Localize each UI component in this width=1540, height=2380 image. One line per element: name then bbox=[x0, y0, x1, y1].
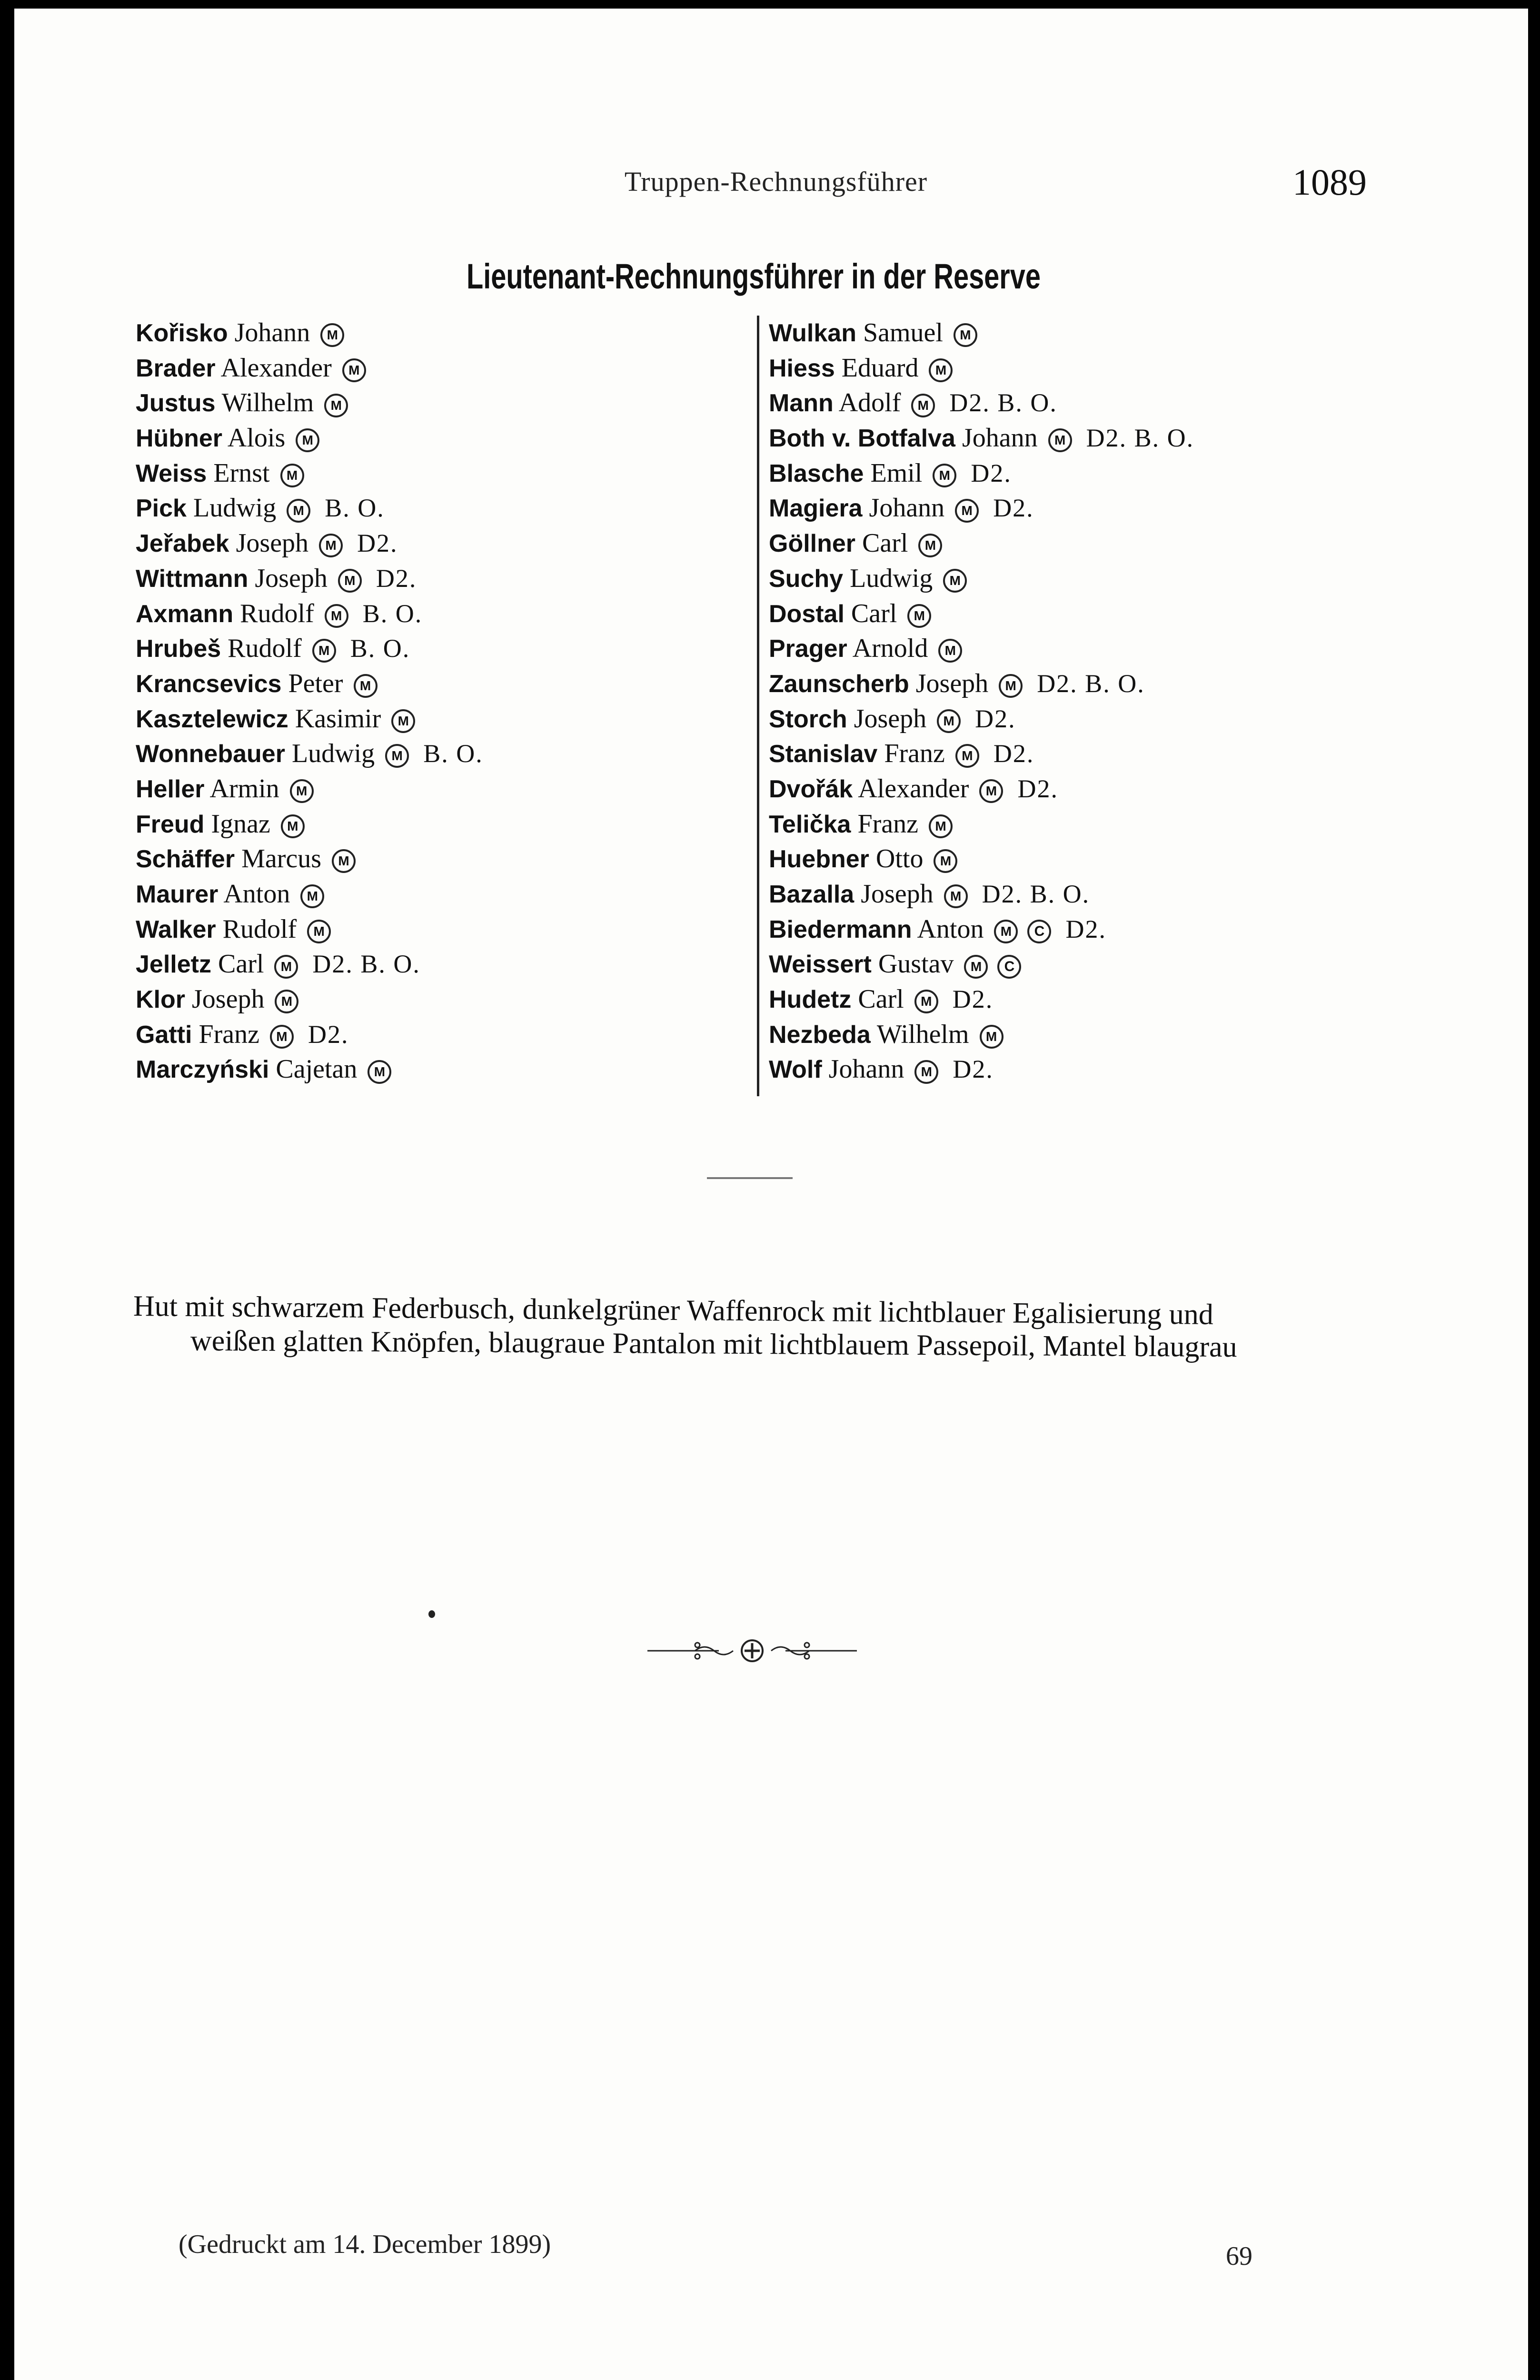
name-entry bbox=[769, 702, 1194, 737]
name-entry bbox=[136, 947, 483, 982]
circled-m-icon: M bbox=[281, 814, 305, 838]
entry-given-name: Franz bbox=[884, 739, 945, 769]
entry-surname: Hübner bbox=[136, 425, 222, 453]
entry-surname: Stanislav bbox=[769, 740, 878, 768]
name-entry bbox=[136, 982, 483, 1017]
entry-given-name: Carl bbox=[858, 984, 904, 1014]
entry-surname: Heller bbox=[136, 775, 205, 803]
name-entry bbox=[769, 421, 1194, 456]
name-entry bbox=[769, 1017, 1194, 1052]
name-entry bbox=[769, 596, 1194, 632]
entry-annotation: D2. B. O. bbox=[949, 388, 1057, 417]
entry-annotation: B. O. bbox=[350, 634, 410, 663]
name-entry bbox=[136, 842, 483, 877]
entry-given-name: Samuel bbox=[863, 318, 943, 347]
entry-surname: Suchy bbox=[769, 565, 844, 593]
name-entry bbox=[136, 316, 483, 351]
uniform-line-1: Hut mit schwarzem Federbusch, dunkelgrüner Waffenrock mit lichtblauer Egalisierung und bbox=[133, 1290, 1214, 1331]
circled-m-icon: M bbox=[319, 534, 343, 557]
name-entry bbox=[136, 561, 483, 596]
circled-m-icon: M bbox=[391, 709, 415, 733]
circled-m-icon: M bbox=[1048, 428, 1072, 452]
name-entry bbox=[136, 351, 483, 386]
entry-given-name: Ludwig bbox=[193, 493, 277, 523]
circled-m-icon: M bbox=[325, 604, 348, 628]
name-entry bbox=[136, 631, 483, 666]
entry-annotation: D2. B. O. bbox=[1086, 424, 1194, 453]
circled-m-icon: M bbox=[914, 1060, 938, 1084]
name-entry bbox=[136, 702, 483, 737]
entry-given-name: Ignaz bbox=[211, 809, 270, 839]
entry-surname: Prager bbox=[769, 635, 847, 663]
circled-m-icon: M bbox=[934, 849, 957, 873]
entry-annotation: D2. bbox=[953, 1055, 994, 1084]
entry-surname: Hudetz bbox=[769, 986, 852, 1014]
entry-surname: Jeřabek bbox=[136, 530, 229, 558]
name-entry bbox=[769, 386, 1194, 421]
entry-surname: Krancsevics bbox=[136, 670, 282, 698]
circled-m-icon: M bbox=[320, 323, 344, 347]
name-entry bbox=[769, 842, 1194, 877]
circled-c-icon: C bbox=[1027, 920, 1051, 943]
circled-m-icon: M bbox=[937, 709, 961, 733]
entry-given-name: Johann bbox=[234, 318, 310, 347]
ink-speck bbox=[428, 1610, 435, 1618]
name-entry bbox=[136, 526, 483, 561]
running-head: Truppen-Rechnungsführer bbox=[624, 166, 928, 197]
entry-given-name: Carl bbox=[218, 949, 264, 979]
entry-annotation: B. O. bbox=[362, 599, 423, 628]
entry-surname: Justus bbox=[136, 389, 216, 417]
entry-surname: Gatti bbox=[136, 1021, 192, 1049]
entry-given-name: Joseph bbox=[236, 528, 309, 558]
name-entry bbox=[136, 386, 483, 421]
name-entry bbox=[136, 596, 483, 632]
entry-given-name: Gustav bbox=[878, 949, 954, 979]
entry-surname: Wonnebauer bbox=[136, 740, 285, 768]
left-name-column bbox=[136, 316, 483, 1087]
entry-surname: Bazalla bbox=[769, 881, 854, 908]
entry-surname: Storch bbox=[769, 705, 847, 733]
entry-surname: Hiess bbox=[769, 354, 835, 382]
entry-surname: Schäffer bbox=[136, 845, 235, 873]
circled-c-icon: C bbox=[997, 955, 1021, 979]
circled-m-icon: M bbox=[342, 358, 366, 382]
circled-m-icon: M bbox=[999, 674, 1023, 698]
name-entry bbox=[769, 982, 1194, 1017]
right-name-column bbox=[757, 316, 1194, 1096]
circled-m-icon: M bbox=[911, 394, 935, 417]
entry-given-name: Johann bbox=[869, 493, 945, 523]
entry-surname: Pick bbox=[136, 495, 187, 523]
name-entry bbox=[769, 877, 1194, 912]
name-entry bbox=[136, 666, 483, 702]
name-entry bbox=[769, 561, 1194, 596]
circled-m-icon: M bbox=[929, 358, 953, 382]
circled-m-icon: M bbox=[287, 499, 310, 523]
name-entry bbox=[136, 807, 483, 842]
entry-surname: Kořisko bbox=[136, 319, 228, 347]
entry-surname: Kasztelewicz bbox=[136, 705, 288, 733]
entry-surname: Dostal bbox=[769, 600, 845, 628]
entry-given-name: Joseph bbox=[192, 984, 265, 1014]
circled-m-icon: M bbox=[307, 920, 331, 943]
entry-annotation: D2. B. O. bbox=[312, 950, 420, 979]
entry-given-name: Franz bbox=[857, 809, 918, 839]
circled-m-icon: M bbox=[274, 955, 298, 979]
entry-given-name: Emil bbox=[870, 458, 923, 488]
name-entry bbox=[769, 666, 1194, 702]
entry-surname: Zaunscherb bbox=[769, 670, 909, 698]
entry-surname: Biedermann bbox=[769, 915, 912, 943]
entry-given-name: Alois bbox=[227, 423, 286, 453]
entry-given-name: Joseph bbox=[915, 668, 989, 698]
name-entry bbox=[769, 947, 1194, 982]
entry-surname: Magiera bbox=[769, 495, 863, 523]
entry-surname: Mann bbox=[769, 389, 834, 417]
circled-m-icon: M bbox=[354, 674, 378, 698]
ornament-divider-icon bbox=[647, 1636, 857, 1665]
entry-surname: Wolf bbox=[769, 1056, 822, 1084]
entry-surname: Jelletz bbox=[136, 951, 211, 979]
name-entry bbox=[136, 736, 483, 772]
entry-annotation: D2. bbox=[952, 985, 994, 1014]
circled-m-icon: M bbox=[980, 1025, 1003, 1049]
entry-surname: Weissert bbox=[769, 951, 872, 979]
circled-m-icon: M bbox=[954, 323, 977, 347]
entry-surname: Freud bbox=[136, 810, 205, 838]
entry-given-name: Rudolf bbox=[228, 634, 302, 664]
circled-m-icon: M bbox=[907, 604, 931, 628]
entry-given-name: Anton bbox=[917, 914, 984, 944]
circled-m-icon: M bbox=[979, 779, 1003, 803]
entry-given-name: Eduard bbox=[841, 353, 919, 383]
entry-given-name: Marcus bbox=[241, 844, 322, 874]
circled-m-icon: M bbox=[929, 814, 953, 838]
page-number: 1089 bbox=[1292, 161, 1367, 203]
circled-m-icon: M bbox=[955, 499, 979, 523]
name-entry bbox=[136, 877, 483, 912]
circled-m-icon: M bbox=[275, 990, 298, 1013]
entry-annotation: D2. B. O. bbox=[982, 880, 1090, 908]
name-entry bbox=[769, 491, 1194, 526]
name-entry bbox=[136, 456, 483, 491]
name-entry bbox=[136, 421, 483, 456]
circled-m-icon: M bbox=[943, 569, 967, 593]
entry-given-name: Carl bbox=[851, 598, 897, 628]
entry-given-name: Joseph bbox=[255, 563, 328, 593]
entry-given-name: Johann bbox=[828, 1054, 904, 1084]
name-entry bbox=[769, 736, 1194, 772]
entry-surname: Huebner bbox=[769, 845, 869, 873]
entry-given-name: Alexander bbox=[220, 353, 332, 383]
separator-rule bbox=[707, 1177, 793, 1179]
entry-annotation: D2. B. O. bbox=[1037, 669, 1145, 698]
name-entry bbox=[769, 316, 1194, 351]
name-entry bbox=[769, 631, 1194, 666]
entry-given-name: Ernst bbox=[213, 458, 270, 488]
entry-annotation: D2. bbox=[971, 458, 1012, 487]
circled-m-icon: M bbox=[338, 569, 362, 593]
uniform-line-2: weißen glatten Knöpfen, blaugraue Pantalon mit lichtblauem Passepoil, Mantel blaugrau bbox=[190, 1324, 1237, 1364]
entry-surname: Maurer bbox=[136, 881, 219, 908]
entry-given-name: Johann bbox=[962, 423, 1038, 453]
entry-surname: Walker bbox=[136, 915, 216, 943]
entry-annotation: D2. bbox=[357, 529, 398, 558]
sheet-signature: 69 bbox=[1226, 2241, 1252, 2271]
entry-given-name: Otto bbox=[875, 844, 924, 874]
entry-given-name: Ludwig bbox=[291, 739, 375, 769]
entry-surname: Telička bbox=[769, 810, 851, 838]
uniform-description bbox=[133, 1289, 1419, 1364]
circled-m-icon: M bbox=[312, 639, 336, 663]
entry-given-name: Wilhelm bbox=[221, 388, 314, 418]
circled-m-icon: M bbox=[933, 464, 956, 487]
circled-m-icon: M bbox=[385, 744, 409, 768]
name-entry bbox=[769, 912, 1194, 947]
entry-surname: Dvořák bbox=[769, 775, 853, 803]
entry-given-name: Joseph bbox=[861, 879, 934, 909]
entry-surname: Göllner bbox=[769, 530, 856, 558]
name-entry bbox=[136, 1052, 483, 1087]
name-entry bbox=[769, 526, 1194, 561]
circled-m-icon: M bbox=[964, 955, 988, 979]
entry-surname: Weiss bbox=[136, 459, 207, 487]
circled-m-icon: M bbox=[368, 1060, 391, 1084]
circled-m-icon: M bbox=[914, 990, 938, 1013]
circled-m-icon: M bbox=[270, 1025, 294, 1049]
entry-surname: Hrubeš bbox=[136, 635, 221, 663]
entry-annotation: D2. bbox=[1017, 774, 1058, 803]
entry-surname: Wulkan bbox=[769, 319, 856, 347]
name-entry bbox=[136, 772, 483, 807]
entry-given-name: Cajetan bbox=[276, 1054, 358, 1084]
entry-given-name: Peter bbox=[288, 668, 343, 698]
circled-m-icon: M bbox=[994, 920, 1018, 943]
entry-given-name: Wilhelm bbox=[876, 1019, 969, 1049]
circled-m-icon: M bbox=[332, 849, 356, 873]
entry-given-name: Rudolf bbox=[222, 914, 297, 944]
entry-surname: Axmann bbox=[136, 600, 234, 628]
entry-given-name: Adolf bbox=[838, 388, 901, 418]
circled-m-icon: M bbox=[955, 744, 979, 768]
entry-surname: Brader bbox=[136, 354, 216, 382]
entry-given-name: Arnold bbox=[852, 634, 928, 664]
circled-m-icon: M bbox=[280, 464, 304, 487]
entry-annotation: D2. bbox=[376, 564, 417, 593]
name-entry bbox=[769, 772, 1194, 807]
entry-annotation: D2. bbox=[993, 739, 1034, 768]
entry-surname: Both v. Botfalva bbox=[769, 425, 955, 453]
name-entry bbox=[769, 351, 1194, 386]
print-date: (Gedruckt am 14. December 1899) bbox=[179, 2230, 551, 2259]
circled-m-icon: M bbox=[938, 639, 962, 663]
entry-given-name: Franz bbox=[199, 1019, 259, 1049]
circled-m-icon: M bbox=[918, 534, 942, 557]
name-entry bbox=[769, 456, 1194, 491]
entry-surname: Nezbeda bbox=[769, 1021, 871, 1049]
circled-m-icon: M bbox=[296, 428, 319, 452]
name-entry bbox=[136, 491, 483, 526]
circled-m-icon: M bbox=[324, 394, 348, 417]
entry-given-name: Kasimir bbox=[295, 704, 381, 734]
name-entry bbox=[136, 1017, 483, 1052]
entry-annotation: D2. bbox=[1065, 914, 1106, 943]
circled-m-icon: M bbox=[290, 779, 314, 803]
name-entry bbox=[136, 912, 483, 947]
entry-given-name: Rudolf bbox=[240, 598, 314, 628]
entry-given-name: Anton bbox=[223, 879, 290, 909]
entry-annotation: D2. bbox=[308, 1020, 349, 1049]
entry-annotation: D2. bbox=[993, 494, 1034, 523]
entry-surname: Wittmann bbox=[136, 565, 248, 593]
name-entry bbox=[769, 807, 1194, 842]
section-title: Lieutenant-Rechnungsführer in der Reserve bbox=[467, 257, 1041, 296]
entry-annotation: B. O. bbox=[325, 494, 385, 523]
entry-given-name: Alexander bbox=[858, 774, 969, 803]
entry-given-name: Carl bbox=[862, 528, 908, 558]
document-page bbox=[14, 9, 1528, 2380]
circled-m-icon: M bbox=[300, 884, 324, 908]
entry-annotation: D2. bbox=[975, 704, 1016, 733]
circled-m-icon: M bbox=[944, 884, 968, 908]
entry-given-name: Joseph bbox=[854, 704, 927, 734]
entry-given-name: Ludwig bbox=[850, 563, 933, 593]
entry-surname: Klor bbox=[136, 986, 185, 1014]
name-entry bbox=[769, 1052, 1194, 1087]
entry-annotation: B. O. bbox=[423, 739, 483, 768]
entry-surname: Marczyński bbox=[136, 1056, 269, 1084]
entry-given-name: Armin bbox=[209, 774, 279, 803]
entry-surname: Blasche bbox=[769, 459, 864, 487]
